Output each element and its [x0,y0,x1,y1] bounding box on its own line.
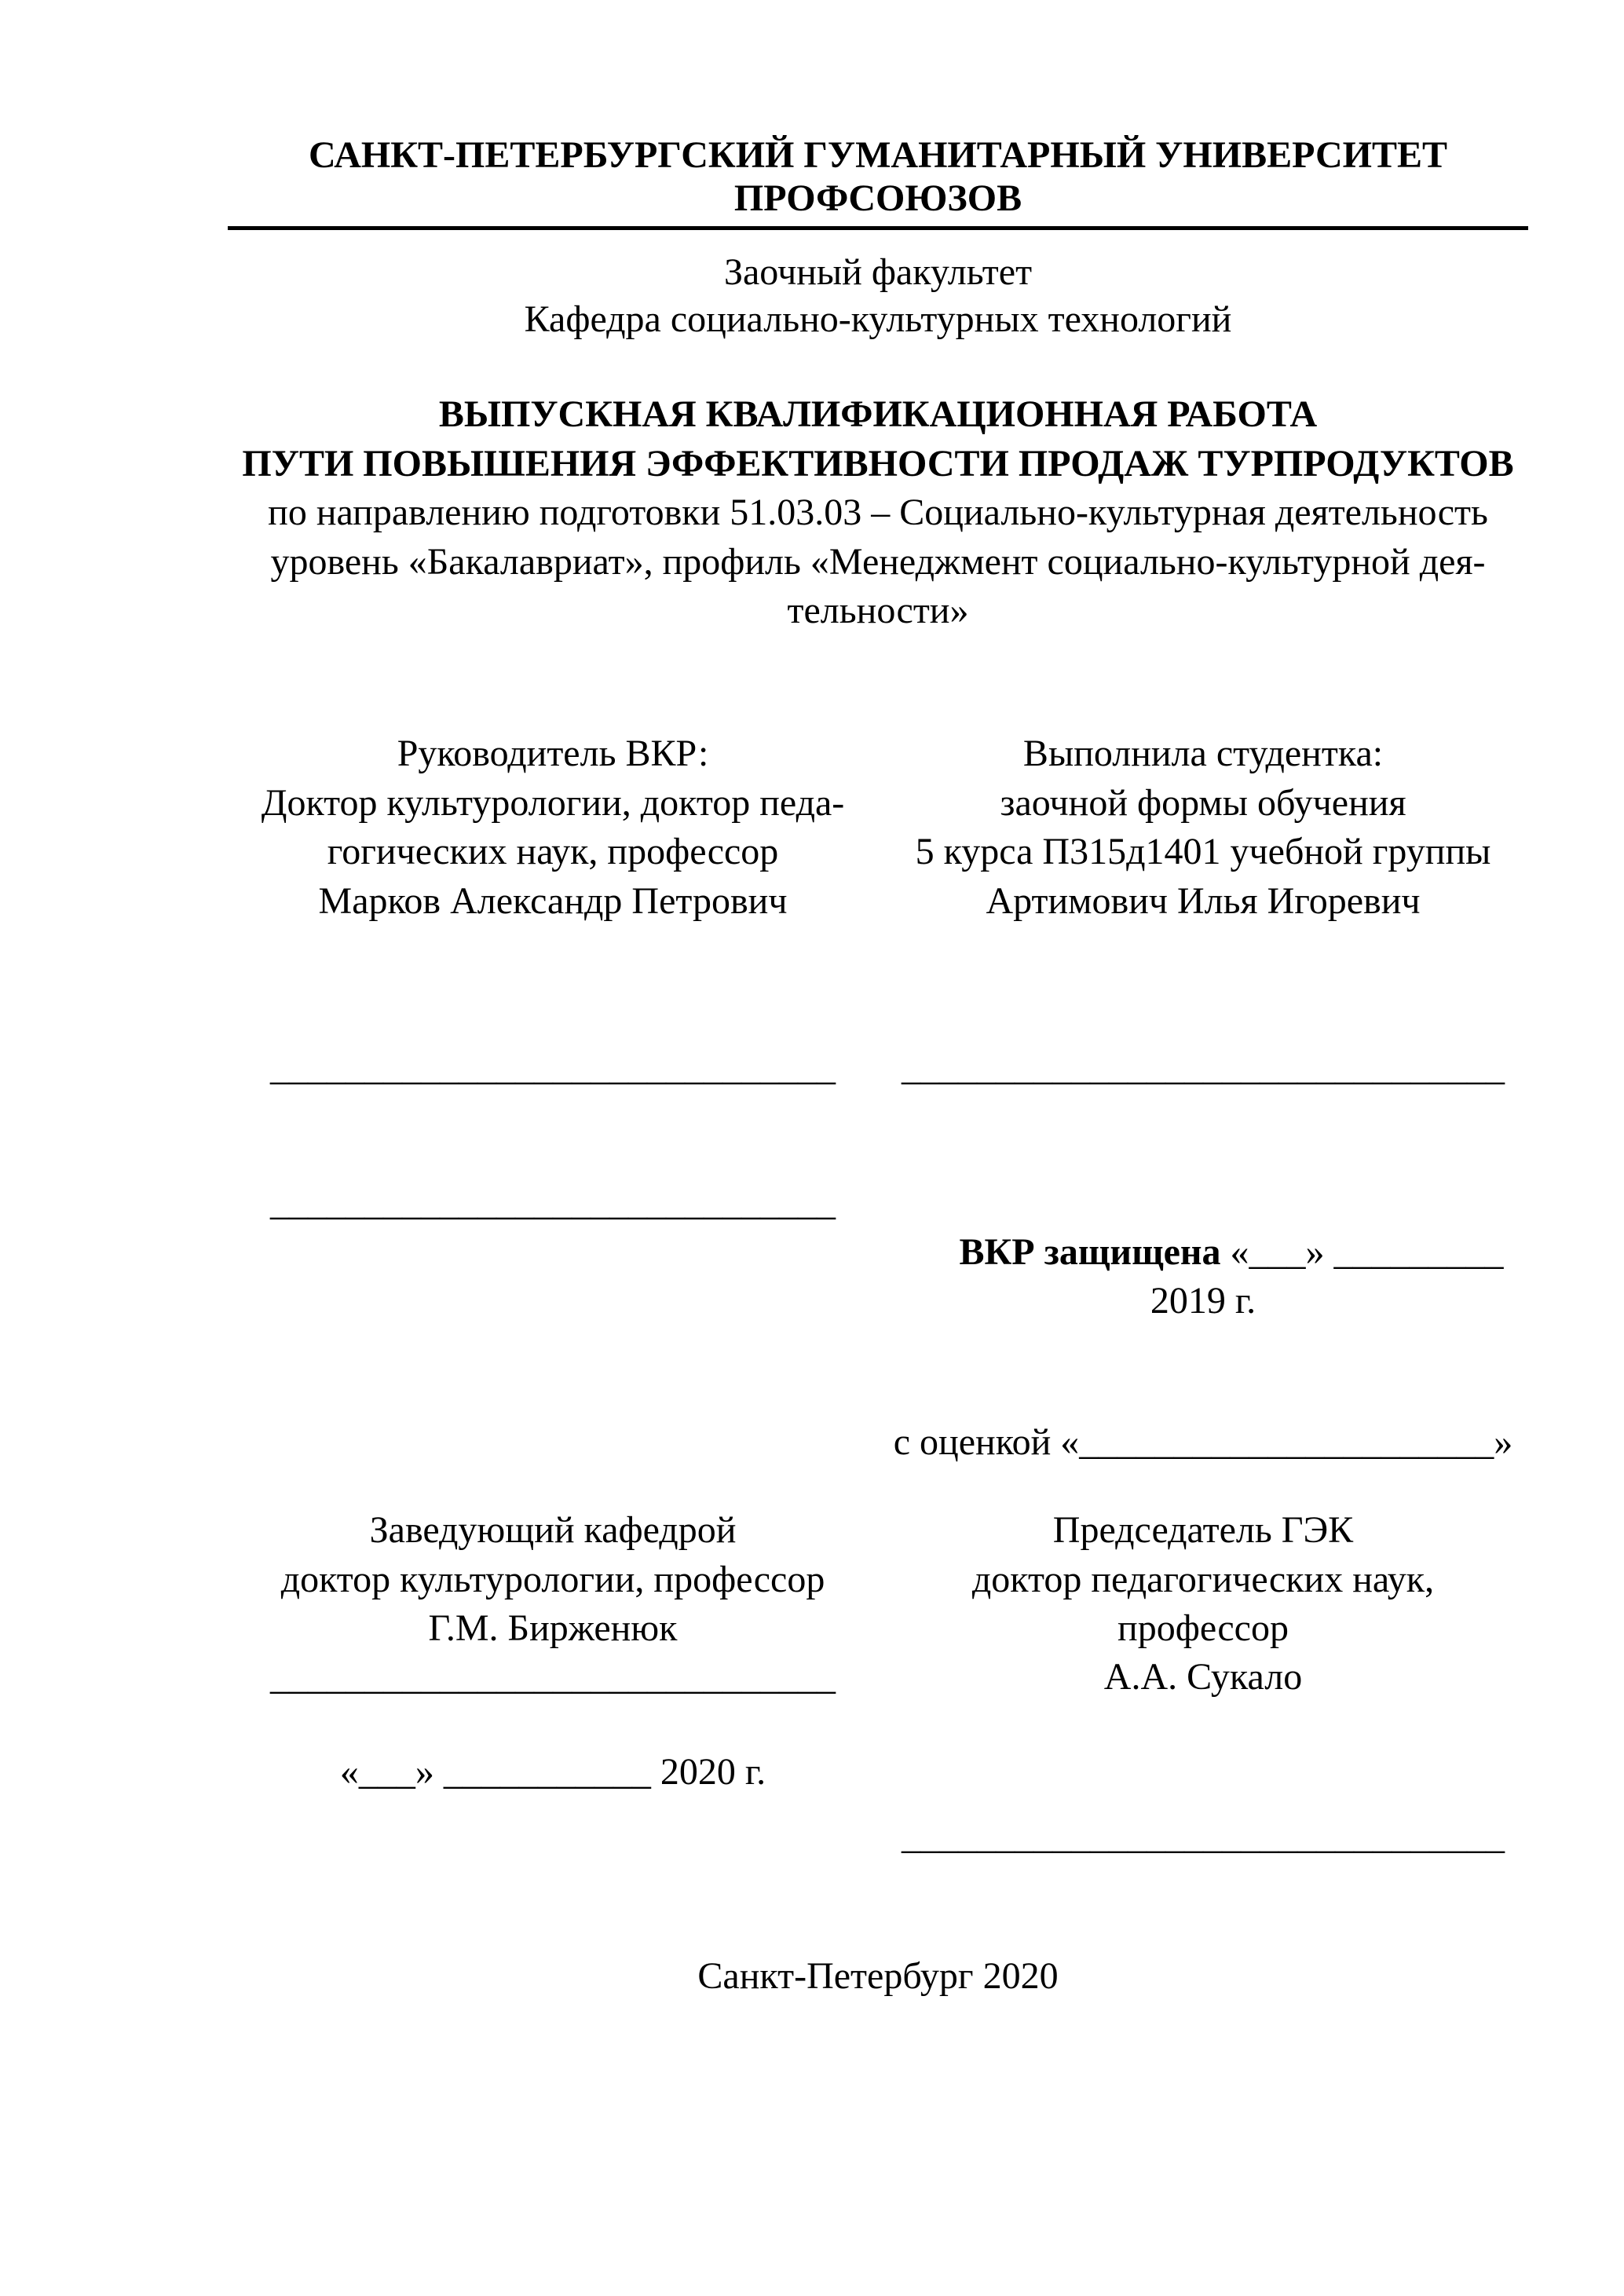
department-head-name: Г.М. Бирженюк [428,1607,678,1650]
university-name-line2: ПРОФСОЮЗОВ [733,177,1022,220]
footer [228,1952,1528,2001]
grade-spacer [228,1418,878,1467]
department-head-block [228,1506,878,1702]
defense-statement [878,1179,1528,1375]
student-heading: Выполнила студентка: [1022,733,1384,775]
student-study-form: заочной формы обучения [1000,781,1406,824]
student-group: 5 курса П315д1401 учебной группы [915,831,1491,873]
title-block [228,390,1528,635]
gek-chair-degree-line1: доктор педагогических наук, [971,1558,1435,1600]
department-head-date-line: «___» ___________ 2020 г. [339,1750,766,1793]
grade-line: с оценкой «______________________» [893,1420,1513,1463]
work-type: ВЫПУСКНАЯ КВАЛИФИКАЦИОННАЯ РАБОТА [438,393,1318,436]
supervisor-name: Марков Александр Петрович [318,879,788,922]
work-title: ПУТИ ПОВЫШЕНИЯ ЭФФЕКТИВНОСТИ ПРОДАЖ ТУРПРОДУКТОВ [242,442,1514,484]
university-name-line1: САНКТ-ПЕТЕРБУРГСКИЙ ГУМАНИТАРНЫЙ УНИВЕРСИТЕТ [308,134,1448,176]
student-signature-line: ________________________________ [902,1046,1505,1088]
officials-row [228,1506,1528,1702]
supervisor-signature-line: ______________________________ [270,1046,836,1088]
date-row-spacer [878,1748,1528,1797]
defense-date-blank: «___» _________ 2019 г. [1150,1230,1513,1322]
student-name: Артимович Илья Игоревич [986,879,1421,922]
level-line-2: тельности» [787,589,969,631]
department-head-title: Заведующий кафедрой [369,1509,737,1552]
gek-chair-title: Председатель ГЭК [1052,1509,1354,1552]
supervisor-block [228,729,878,926]
student-block [878,729,1528,926]
roles-row [228,729,1528,926]
signature-row-1 [228,1044,1528,1092]
department-name: Кафедра социально-культурных технологий [524,298,1232,341]
gek-chair-block [878,1506,1528,1702]
university-header [228,133,1528,230]
gek-chair-name: А.А. Сукало [1103,1656,1303,1698]
supervisor-degree-line1: Доктор культурологии, доктор педа- [261,781,845,824]
bottom-signature-row [228,1812,1528,1861]
direction-line: по направлению подготовки 51.03.03 – Социально-культурная деятельность [268,492,1488,534]
gek-chair-signature-line: ________________________________ [902,1815,1505,1858]
defense-label: ВКР защищена [959,1230,1221,1273]
grade-row [228,1418,1528,1467]
left-signature-line-2: ______________________________ [270,1182,836,1224]
supervisor-degree-line2: гогических наук, профессор [327,831,779,873]
faculty-name: Заочный факультет [723,251,1033,294]
city-year: Санкт-Петербург 2020 [697,1954,1059,1997]
gek-chair-degree-line2: профессор [1117,1607,1289,1650]
department-head-signature-line: ______________________________ [270,1656,836,1698]
level-line-1: уровень «Бакалавриат», профиль «Менеджмент социально-культурной дея- [270,540,1486,583]
bottom-signature-spacer [228,1812,878,1861]
subheader [228,249,1528,343]
department-head-degree: доктор культурологии, профессор [280,1558,825,1600]
supervisor-heading: Руководитель ВКР: [397,733,709,775]
defense-row [228,1179,1528,1375]
date-row [228,1748,1528,1797]
